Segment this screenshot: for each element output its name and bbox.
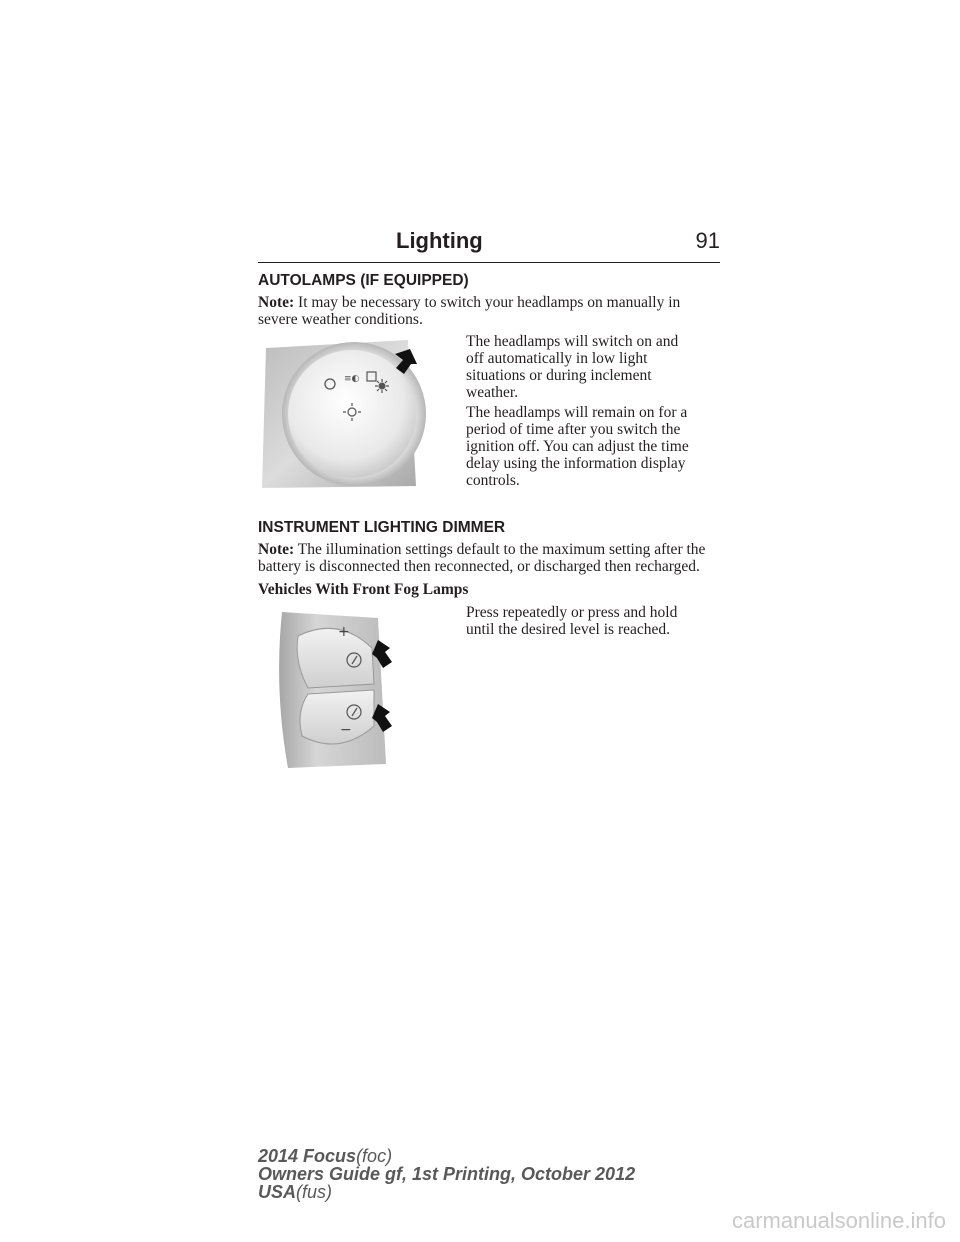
switch-knob (288, 350, 416, 478)
text-line: controls. (466, 472, 520, 489)
text-line: The headlamps will switch on and (466, 333, 679, 350)
autolamps-heading: AUTOLAMPS (IF EQUIPPED) (258, 272, 469, 289)
minus-label: − (340, 722, 352, 738)
parking-lamp-icon (344, 374, 360, 384)
text-line: delay using the information display (466, 455, 686, 472)
footer-market-code: (fus) (296, 1182, 333, 1202)
footer-market: USA (258, 1182, 297, 1202)
note-label: Note: (258, 294, 295, 311)
headlamp-switch-figure (258, 336, 428, 492)
text-line: period of time after you switch the (466, 421, 681, 438)
autolamps-para-1 (466, 333, 726, 401)
footer-model: 2014 Focus (258, 1146, 357, 1166)
svg-text:≡◐: ≡◐ (344, 374, 360, 384)
autolamp-icon (375, 379, 389, 393)
dimmer-heading: INSTRUMENT LIGHTING DIMMER (258, 519, 506, 536)
page-title: Lighting (396, 228, 483, 253)
text-line: off automatically in low light (466, 350, 648, 367)
text-line: weather. (466, 384, 519, 401)
note-text-line1: It may be necessary to switch your headlamps on manually in (298, 294, 681, 311)
footer-guide: Owners Guide gf, 1st Printing, October 2012 (258, 1164, 636, 1184)
autolamps-para-2 (466, 404, 726, 489)
page-footer (258, 1147, 635, 1201)
dimmer-para (466, 604, 726, 638)
note-label: Note: (258, 541, 295, 558)
page-number: 91 (695, 228, 720, 253)
note-text-line2: severe weather conditions. (258, 311, 423, 328)
text-line: until the desired level is reached. (466, 621, 671, 638)
text-line: situations or during inclement (466, 367, 652, 384)
dimmer-subheading: Vehicles With Front Fog Lamps (258, 581, 469, 598)
dimmer-note (258, 541, 728, 575)
text-line: The headlamps will remain on for a (466, 404, 688, 421)
dimmer-switch-figure (268, 608, 396, 770)
autolamps-note (258, 294, 728, 328)
text-line: Press repeatedly or press and hold (466, 604, 678, 621)
text-line: ignition off. You can adjust the time (466, 438, 689, 455)
plus-label: + (338, 624, 350, 640)
note-text-line2: battery is disconnected then reconnected, or discharged then recharged. (258, 558, 700, 575)
footer-model-code: (foc) (356, 1146, 393, 1166)
note-text-line1: The illumination settings default to the maximum setting after the (297, 541, 706, 558)
page-header (258, 228, 720, 263)
watermark: carmanualsonline.info (731, 1208, 946, 1233)
